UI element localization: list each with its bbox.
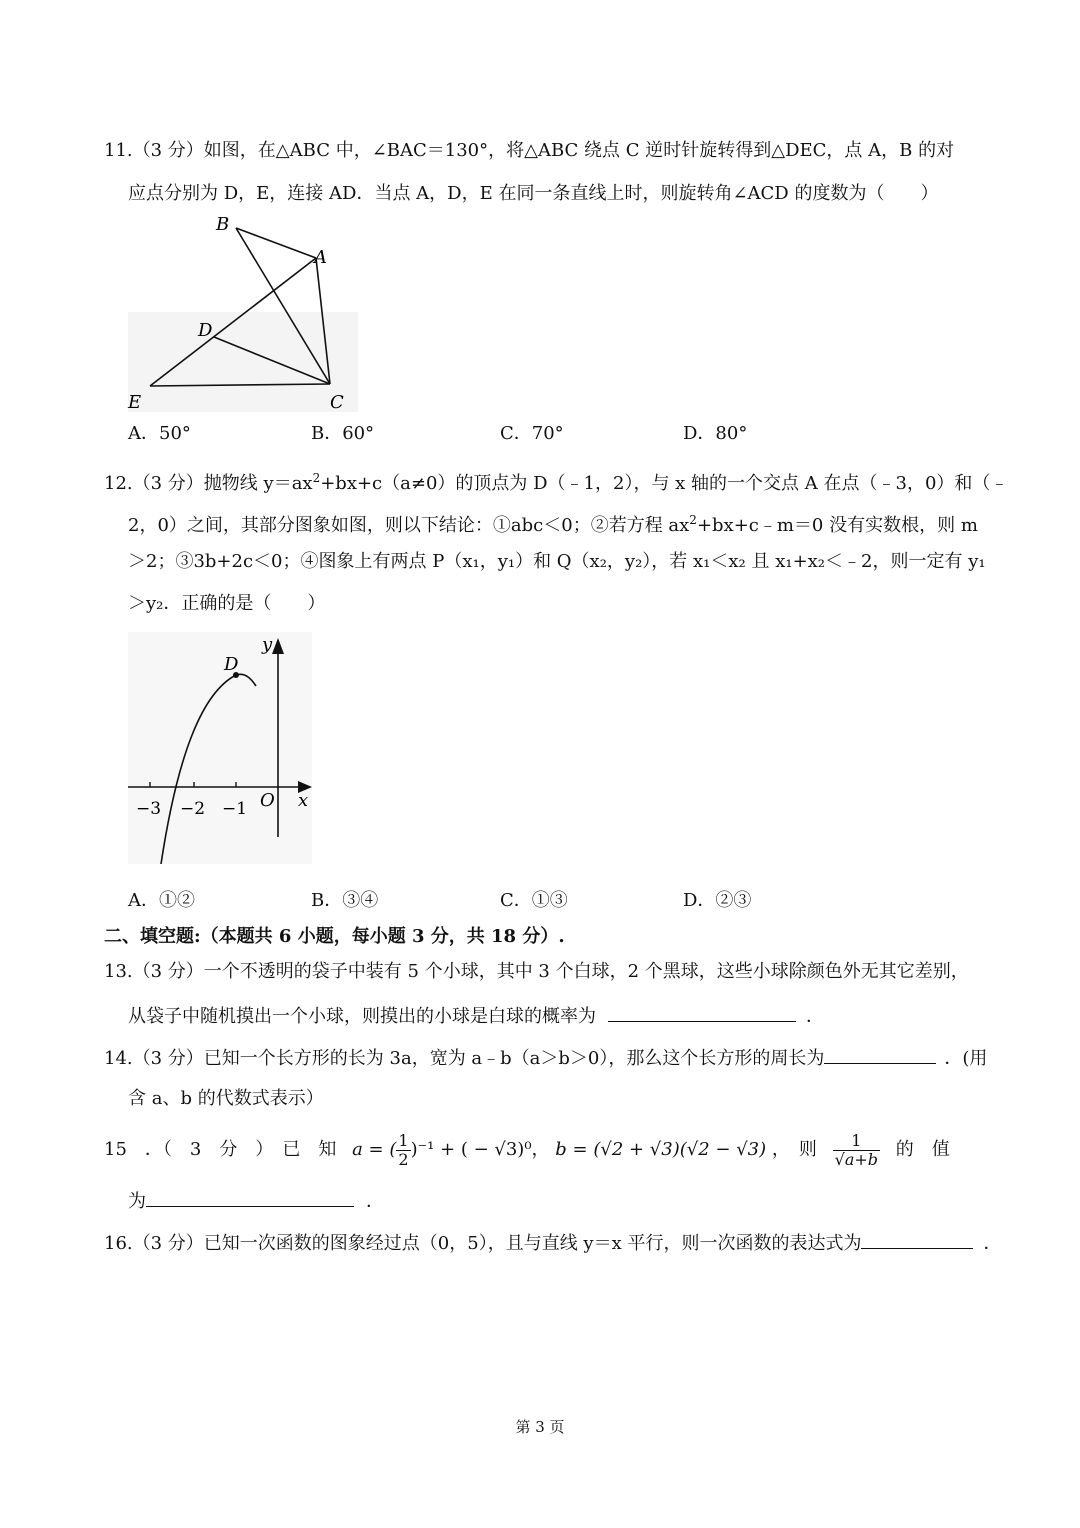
label-E: E [128,392,142,413]
tick-label-minus-2: −2 [180,799,206,819]
q15-end: ． [366,1191,384,1212]
q12-option-b: B．③④ [311,890,379,911]
q12-line1-pre: 12.（3 分）抛物线 y＝ax [104,473,313,494]
q11-line2: 应点分别为 D，E，连接 AD．当点 A，D，E 在同一条直线上时，则旋转角∠ACD 的度数为（ ） [128,183,939,204]
label-O: O [260,790,275,811]
q14-line1 [104,1043,987,1072]
label-x: x [298,790,309,811]
q14-answer-blank[interactable] [824,1043,936,1064]
q12-line1-sup: 2 [312,471,321,485]
q15-then: ， 则 [771,1139,817,1160]
q11-triangle-figure [128,212,378,412]
q15-target-fraction [833,1132,880,1169]
label-y: y [262,634,273,655]
q12-line3: ＞2；③3b+2c＜0；④图象上有两点 P（x₁，y₁）和 Q（x₂，y₂），若 x₁＜x₂ 且 x₁+x₂＜﹣2，则一定有 y₁ [128,551,986,572]
q15-prefix: 15 ．（ 3 分 ） 已 知 [104,1139,337,1160]
q11-line1: 11.（3 分）如图，在△ABC 中，∠BAC＝130°，将△ABC 绕点 C 逆时针旋转得到△DEC，点 A，B 的对 [104,140,955,161]
q15-suffix: 的 值 [895,1139,950,1160]
q15-a-expr-post: )⁻¹ + ( − √3)⁰， [410,1139,550,1160]
q14-line1-text: 14.（3 分）已知一个长方形的长为 3a，宽为 a﹣b（a＞b＞0），那么这个长方形的周长为 [104,1048,825,1069]
q11-option-c: C．70° [500,423,564,444]
figure-shade [128,632,312,864]
tick-label-minus-3: −3 [136,799,162,819]
q15-half-den: 2 [398,1149,409,1169]
q15-line2-text: 为 [128,1191,146,1212]
q14-line1-end: ．(用 [944,1048,988,1069]
label-C: C [330,392,344,413]
q15-answer-blank[interactable] [146,1186,354,1207]
q12-option-d: D．②③ [683,890,752,911]
q11-option-a: A．50° [128,423,191,444]
q12-option-c: C．①③ [500,890,568,911]
q12-line4: ＞y₂．正确的是（ ） [128,593,326,614]
q15-half-fraction [396,1132,410,1169]
q11-option-d: D．80° [683,423,748,444]
label-A: A [314,247,327,268]
q15-target-den: √a+b [834,1149,879,1169]
q12-line2-sup: 2 [689,513,697,527]
q16-end: ． [983,1233,1002,1254]
q12-line2-pre: 2，0）之间，其部分图象如图，则以下结论：①abc＜0；②若方程 ax [128,515,690,536]
q13-answer-blank[interactable] [608,1001,796,1022]
q15-line2 [128,1186,384,1215]
section-heading: 二、填空题:（本题共 6 小题，每小题 3 分，共 18 分）. [104,926,565,947]
q11-option-b: B．60° [311,423,375,444]
q12-line1 [104,465,1008,497]
q12-line2-post: +bx+c﹣m＝0 没有实数根，则 m [696,515,978,536]
label-D: D [198,320,213,341]
q12-line1-post: +bx+c（a≠0）的顶点为 D（﹣1，2），与 x 轴的一个交点 A 在点（﹣3，0）和（﹣ [320,473,1009,494]
q15-b-expr: b = (√2 + √3)(√2 − √3) [555,1139,767,1160]
label-B: B [216,214,230,235]
q12-option-a: A．①② [128,890,195,911]
q15-target-num: 1 [833,1132,880,1151]
q16-line1 [104,1228,1001,1257]
q15-half-num: 1 [398,1130,409,1150]
q13-end: ． [806,1006,824,1027]
q14-line2: 含 a、b 的代数式表示） [128,1088,324,1109]
q16-answer-blank[interactable] [861,1228,973,1249]
q13-line2-text: 从袋子中随机摸出一个小球，则摸出的小球是白球的概率为 [128,1006,596,1027]
q15-line1 [104,1128,950,1172]
q12-line2 [128,507,978,539]
tick-label-minus-1: −1 [222,799,248,819]
q15-a-expr-pre: a = ( [352,1139,397,1160]
page-number: 第 3 页 [515,1418,565,1436]
q13-line2 [128,1001,824,1030]
segment-BA [236,228,316,258]
q16-line1-text: 16.（3 分）已知一次函数的图象经过点（0，5），且与直线 y＝x 平行，则一次函数的表达式为 [104,1233,862,1254]
label-D: D [224,654,239,675]
q13-line1: 13.（3 分）一个不透明的袋子中装有 5 个小球，其中 3 个白球，2 个黑球，这些小球除颜色外无其它差别， [104,961,969,982]
q12-parabola-figure [128,632,328,872]
